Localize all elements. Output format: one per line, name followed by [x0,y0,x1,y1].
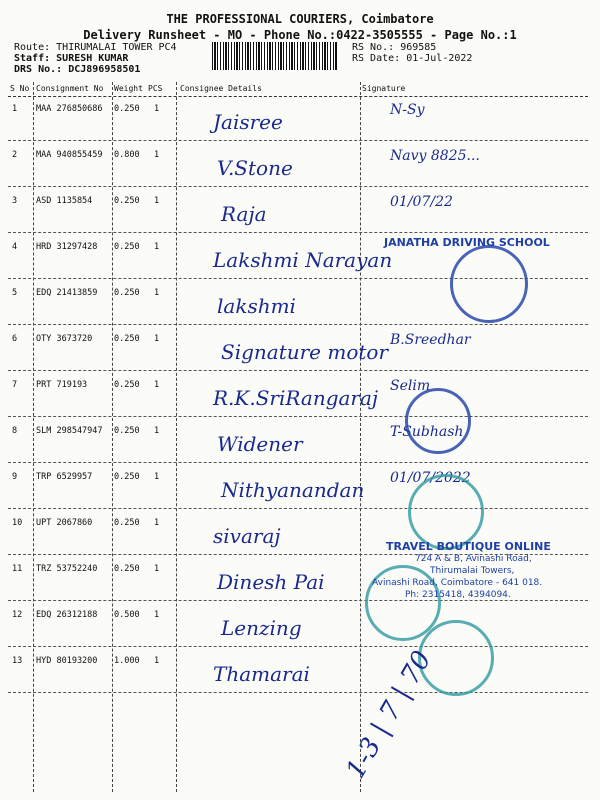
route-value: THIRUMALAI TOWER PC4 [56,42,177,53]
col-weight: Weight [114,84,143,93]
staff-line [14,53,128,64]
handwritten-footer-note: 1-3 | 7 | 70 [340,645,438,785]
row-weight: 0.250 [114,242,140,252]
consignee-handwritten-name: Nithyanandan [221,478,365,502]
company-seal-stamp [450,245,528,323]
row-sno: 1 [12,104,18,114]
rs-no-line [352,42,436,53]
recipient-signature: 01/07/22 [390,194,453,210]
staff-label: Staff: [14,53,51,64]
consignee-handwritten-name: Signature motor [221,340,389,364]
consignee-handwritten-name: Jaisree [213,110,283,134]
table-row [8,326,588,371]
row-sno: 6 [12,334,18,344]
consignee-handwritten-name: lakshmi [217,294,296,318]
table-row [8,96,588,141]
col-signature: Signature [362,84,406,93]
row-consignment-no: OTY 3673720 [36,334,93,344]
row-weight: 0.250 [114,104,140,114]
row-weight: 0.250 [114,288,140,298]
row-consignment-no: MAA 940855459 [36,150,103,160]
row-weight: 0.250 [114,380,140,390]
travel-phone: Ph: 2315418, 4394094. [405,590,511,600]
row-weight: 0.250 [114,426,140,436]
travel-addr-2: Thirumalai Towers, [430,566,515,576]
table-header [8,82,588,97]
consignee-handwritten-name: sivaraj [213,524,281,548]
row-sno: 10 [12,518,23,528]
consignee-handwritten-name: Widener [217,432,303,456]
row-pcs: 1 [154,426,160,436]
row-weight: 0.800 [114,150,140,160]
widener-seal-stamp [405,388,471,454]
row-sno: 2 [12,150,18,160]
table-row [8,602,588,647]
rs-date-line [352,53,472,64]
rs-no-value: 969585 [400,42,437,53]
col-sno: S No [10,84,30,93]
recipient-signature: Selim [390,378,431,394]
spinning-mills-seal-stamp [408,474,484,550]
recipient-signature: T-Subhash [390,424,464,440]
consignee-handwritten-name: R.K.SriRangaraj [213,386,379,410]
travel-addr-1: 724 A & B, Avinashi Road, [415,554,532,564]
consignee-handwritten-name: Dinesh Pai [217,570,325,594]
row-consignment-no: HYD 80193200 [36,656,98,666]
table-row [8,464,588,509]
table-row [8,648,588,693]
row-sno: 11 [12,564,23,574]
row-consignment-no: PRT 719193 [36,380,88,390]
consignee-handwritten-name: Lakshmi Narayan [213,248,393,272]
row-pcs: 1 [154,518,160,528]
table-row [8,142,588,187]
row-pcs: 1 [154,288,160,298]
col-consignment: Consignment No [36,84,104,93]
company-title: THE PROFESSIONAL COURIERS, Coimbatore [166,12,434,26]
row-consignment-no: HRD 31297428 [36,242,98,252]
row-consignment-no: TRZ 53752240 [36,564,98,574]
row-pcs: 1 [154,150,160,160]
consignee-handwritten-name: V.Stone [217,156,293,180]
row-weight: 0.250 [114,564,140,574]
recipient-signature: B.Sreedhar [390,332,471,348]
row-sno: 12 [12,610,23,620]
row-sno: 7 [12,380,18,390]
runsheet-subtitle: Delivery Runsheet - MO - Phone No.:0422-3505555 - Page No.:1 [83,28,517,42]
row-pcs: 1 [154,196,160,206]
row-weight: 0.250 [114,334,140,344]
barcode-image [212,42,337,70]
route-label: Route: [14,42,51,53]
table-row [8,418,588,463]
consignee-handwritten-name: Raja [221,202,267,226]
drs-line [14,64,140,75]
row-pcs: 1 [154,656,160,666]
row-consignment-no: UPT 2067860 [36,518,93,528]
consignee-handwritten-name: Lenzing [221,616,302,640]
row-sno: 13 [12,656,23,666]
travel-boutique-title: TRAVEL BOUTIQUE ONLINE [386,540,551,553]
consignee-handwritten-name: Thamarai [213,662,310,686]
row-consignment-no: MAA 276850686 [36,104,103,114]
route-line [14,42,177,53]
drs-value: DCJ896958501 [68,64,141,75]
recipient-signature: Navy 8825... [390,148,480,164]
row-sno: 3 [12,196,18,206]
row-pcs: 1 [154,610,160,620]
recipient-signature: N-Sy [390,102,425,118]
col-pcs: PCS [148,84,163,93]
row-pcs: 1 [154,380,160,390]
row-weight: 0.250 [114,196,140,206]
row-consignment-no: EDQ 21413859 [36,288,98,298]
table-row [8,188,588,233]
row-pcs: 1 [154,104,160,114]
table-row [8,372,588,417]
row-weight: 1.000 [114,656,140,666]
row-sno: 4 [12,242,18,252]
row-pcs: 1 [154,242,160,252]
rs-date-label: RS Date: [352,53,401,64]
rs-date-value: 01-Jul-2022 [406,53,473,64]
row-weight: 0.250 [114,518,140,528]
row-pcs: 1 [154,472,160,482]
row-pcs: 1 [154,334,160,344]
row-consignment-no: TRP 6529957 [36,472,93,482]
janatha-stamp-text: JANATHA DRIVING SCHOOL [384,236,550,249]
row-consignment-no: ASD 1135854 [36,196,93,206]
rs-no-label: RS No.: [352,42,395,53]
col-consignee: Consignee Details [180,84,262,93]
drs-label: DRS No.: [14,64,63,75]
travel-addr-3: Avinashi Road, Coimbatore - 641 018. [372,578,543,588]
row-sno: 9 [12,472,18,482]
row-weight: 0.500 [114,610,140,620]
row-sno: 5 [12,288,18,298]
row-consignment-no: EDQ 26312188 [36,610,98,620]
row-sno: 8 [12,426,18,436]
row-weight: 0.250 [114,472,140,482]
row-pcs: 1 [154,564,160,574]
staff-value: SURESH KUMAR [56,53,129,64]
recipient-signature: 01/07/2022 [390,470,471,486]
row-consignment-no: SLM 298547947 [36,426,103,436]
